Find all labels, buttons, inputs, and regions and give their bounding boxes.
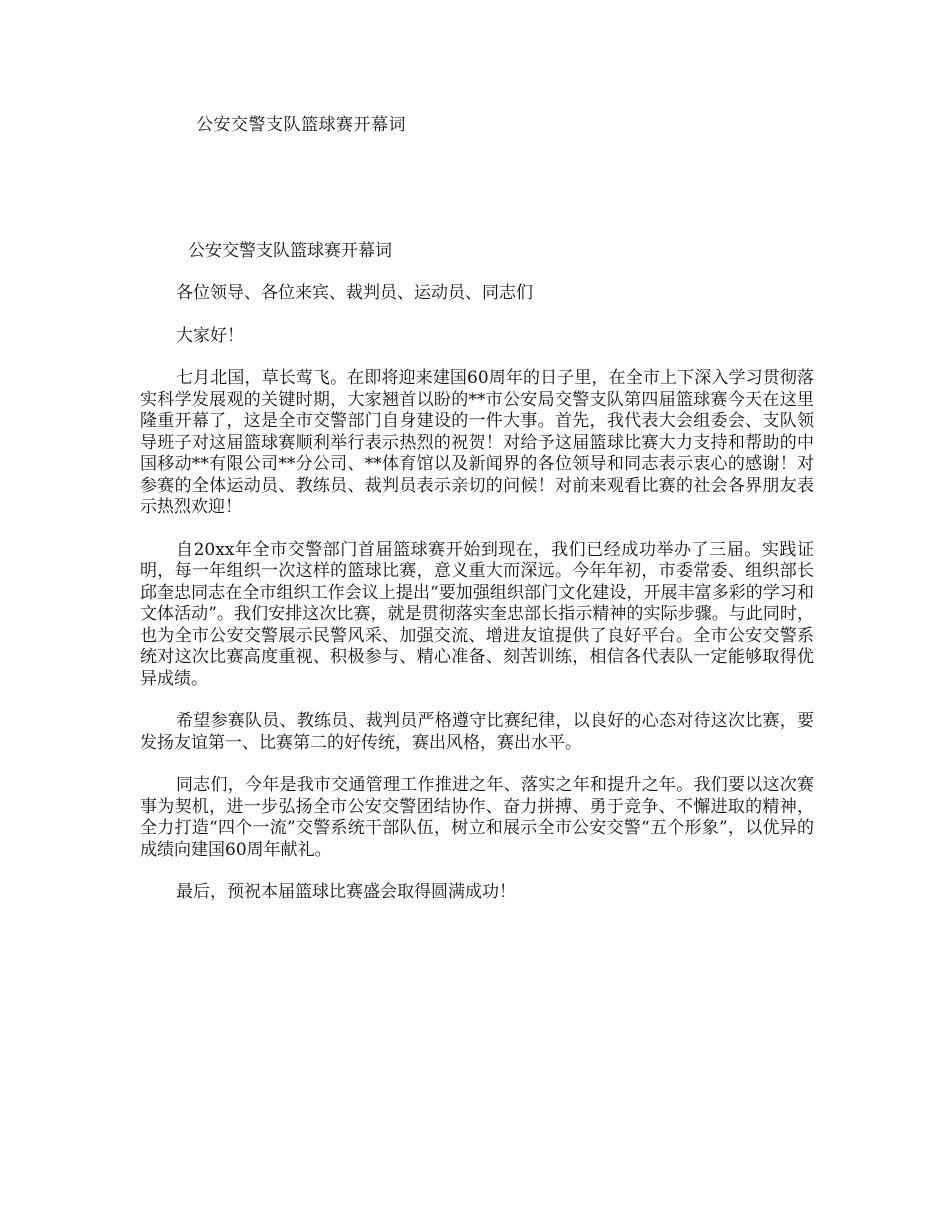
- paragraph-opening: 七月北国，草长莺飞。在即将迎来建国60周年的日子里，在全市上下深入学习贯彻落实科学发展观的关键时期，大家翘首以盼的**市公安局交警支队第四届篮球赛今天在这里隆重开幕了，这是全市交警部门自身建设的一件大事。首先，我代表大会组委会、支队领导班子对这届篮球赛顺利举行表示热烈的祝贺！对给予这届篮球比赛大力支持和帮助的中国移动**有限公司**分公司、**体育馆以及新闻界的各位领导和同志表示衷心的感谢！对参赛的全体运动员、教练员、裁判员表示亲切的问候！对前来观看比赛的社会各界朋友表示热烈欢迎！: [140, 368, 814, 517]
- paragraph-expectations: 希望参赛队员、教练员、裁判员严格遵守比赛纪律，以良好的心态对待这次比赛，要发扬友谊第一、比赛第二的好传统，赛出风格，赛出水平。: [140, 711, 814, 753]
- document-body: [140, 240, 814, 925]
- paragraph-call-to-action: 同志们，今年是我市交通管理工作推进之年、落实之年和提升之年。我们要以这次赛事为契机，进一步弘扬全市公安交警团结协作、奋力拼搏、勇于竞争、不懈进取的精神，全力打造“四个一流”交警系统干部队伍，树立和展示全市公安交警“五个形象”，以优异的成绩向建国60周年献礼。: [140, 775, 814, 860]
- paragraph-closing: 最后，预祝本届篮球比赛盛会取得圆满成功！: [176, 882, 516, 902]
- paragraph-history: 自20xx年全市交警部门首届篮球赛开始到现在，我们已经成功举办了三届。实践证明，每一年组织一次这样的篮球比赛，意义重大而深远。今年年初，市委常委、组织部长邱奎忠同志在全市组织工作会议上提出“要加强组织部门文化建设，开展丰富多彩的学习和文体活动”。我们安排这次比赛，就是贯彻落实奎忠部长指示精神的实际步骤。与此同时，也为全市公安交警展示民警风采、加强交流、增进友谊提供了良好平台。全市公安交警系统对这次比赛高度重视、积极参与、精心准备、刻苦训练，相信各代表队一定能够取得优异成绩。: [140, 539, 814, 689]
- salutation: 各位领导、各位来宾、裁判员、运动员、同志们: [176, 283, 533, 303]
- greeting: 大家好！: [176, 325, 244, 346]
- header-title: 公安交警支队篮球赛开幕词: [196, 115, 406, 135]
- document-title: 公安交警支队篮球赛开幕词: [188, 241, 392, 261]
